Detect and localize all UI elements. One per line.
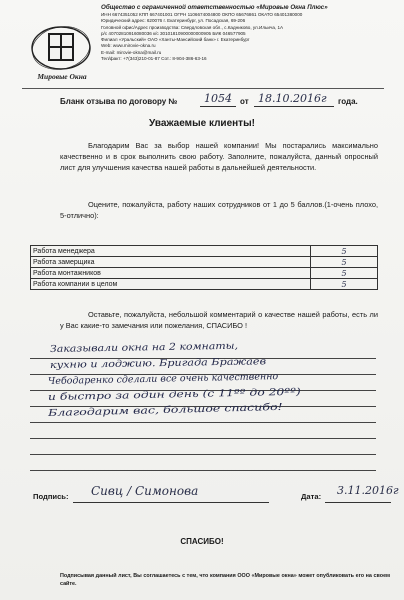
- company-name: Общество с ограниченной ответственностью «Мировые Окна Плюс»: [101, 4, 328, 11]
- contract-prefix: Бланк отзыва по договору №: [60, 97, 178, 106]
- number-underline: [200, 106, 236, 107]
- rating-score[interactable]: 5: [311, 268, 378, 279]
- requisite-line: Web: www.mirovie-okna.ru: [101, 43, 156, 49]
- rating-label: Работа замерщика: [31, 257, 311, 268]
- contract-from: от: [240, 97, 249, 106]
- handwritten-comment-line: и быстро за один день (с 11ºº до 20ºº): [47, 386, 301, 403]
- handwritten-comment-line: Заказывали окна на 2 комнаты,: [49, 340, 239, 355]
- company-requisites: [101, 4, 391, 62]
- rating-label: Работа монтажников: [31, 268, 311, 279]
- logo-caption: Мировые Окна: [37, 72, 87, 81]
- greeting-heading: Уважаемые клиенты!: [149, 118, 255, 129]
- comment-instructions: Оставьте, пожалуйста, небольшой комментарий о качестве нашей работы, есть ли у Вас какие-то замечания или пожелания, СПАСИБО !: [60, 310, 378, 330]
- handwritten-comment-line: кухню и лоджию. Бригада Бражаев: [49, 356, 267, 371]
- requisite-line: E-mail: mirovie-okna@mail.ru: [101, 49, 162, 55]
- contract-number: 1054: [204, 92, 232, 105]
- table-row: [31, 279, 378, 290]
- header-divider: [22, 88, 384, 89]
- date-underline: [325, 502, 391, 503]
- rating-score[interactable]: 5: [311, 246, 378, 257]
- handwritten-comment-line: Благодарим вас, большое спасибо!: [47, 401, 283, 419]
- publication-consent-note: Подписывая данный лист, Вы соглашаетесь с тем, что компания ООО «Мировые окна» может опубликовать его на своем сайте.: [60, 573, 390, 587]
- rating-score[interactable]: 5: [311, 279, 378, 290]
- requisite-line: Юридический адрес: 620076 г. Екатеринбург, ул. Посадская, 69-206: [101, 18, 246, 24]
- thanks-heading: СПАСИБО!: [180, 537, 224, 546]
- signature-underline: [73, 502, 269, 503]
- rating-label: Работа менеджера: [31, 246, 311, 257]
- requisite-line: р/с 40702810916080036 к/с 30101810900000000905 БИК 046577905: [101, 30, 246, 36]
- requisite-line: Филиал «Уральский» ОАО «Ханты-Мансийский банк» г. Екатеринбург: [101, 37, 250, 43]
- requisite-line: Тел/факт: +7(343)210-01-87 Сот.: 8-904-386-63-16: [101, 56, 207, 62]
- company-logo: [30, 22, 92, 72]
- comment-rule: [30, 422, 376, 423]
- ratings-table: [30, 245, 378, 290]
- signature-label: Подпись:: [33, 492, 69, 501]
- signature-value[interactable]: Сивц / Симонова: [91, 484, 199, 498]
- signature-row: [33, 484, 399, 506]
- comment-rule: [30, 470, 376, 471]
- table-row: [31, 268, 378, 279]
- intro-paragraph: Благодарим Вас за выбор нашей компании! Мы постарались максимально качественно и в срок выполнить свою работу. Заполните, пожалуйста, данный опросный лист для улучшения качества нашей работы в дальнейшей деятельности.: [60, 141, 378, 172]
- rating-label: Работа компании в целом: [31, 279, 311, 290]
- date-label: Дата:: [301, 492, 322, 501]
- date-underline: [254, 106, 334, 107]
- contract-line: [60, 94, 390, 110]
- requisite-line: ИНН 6674351052 КПП 667401001 ОГРН 1106674004800 ОКПО 65676861 ОКАТО 65401380000: [101, 12, 303, 17]
- comment-rule: [30, 438, 376, 439]
- table-row: [31, 257, 378, 268]
- rating-score[interactable]: 5: [311, 257, 378, 268]
- date-value[interactable]: 3.11.2016г: [337, 484, 399, 497]
- contract-suffix: года.: [338, 97, 358, 106]
- table-row: [31, 246, 378, 257]
- comment-rule: [30, 454, 376, 455]
- requisite-line: Головной офис/Адрес производства: Свердловская обл., с.Кадниково, ул.Ильича, 1А: [101, 24, 284, 30]
- contract-date: 18.10.2016г: [258, 92, 327, 105]
- rating-instructions: Оцените, пожалуйста, работу наших сотрудников от 1 до 5 баллов.(1-очень плохо, 5-отлично):: [60, 200, 378, 220]
- handwritten-comment-line: Чебодаренко сделали все очень качественно: [47, 371, 279, 387]
